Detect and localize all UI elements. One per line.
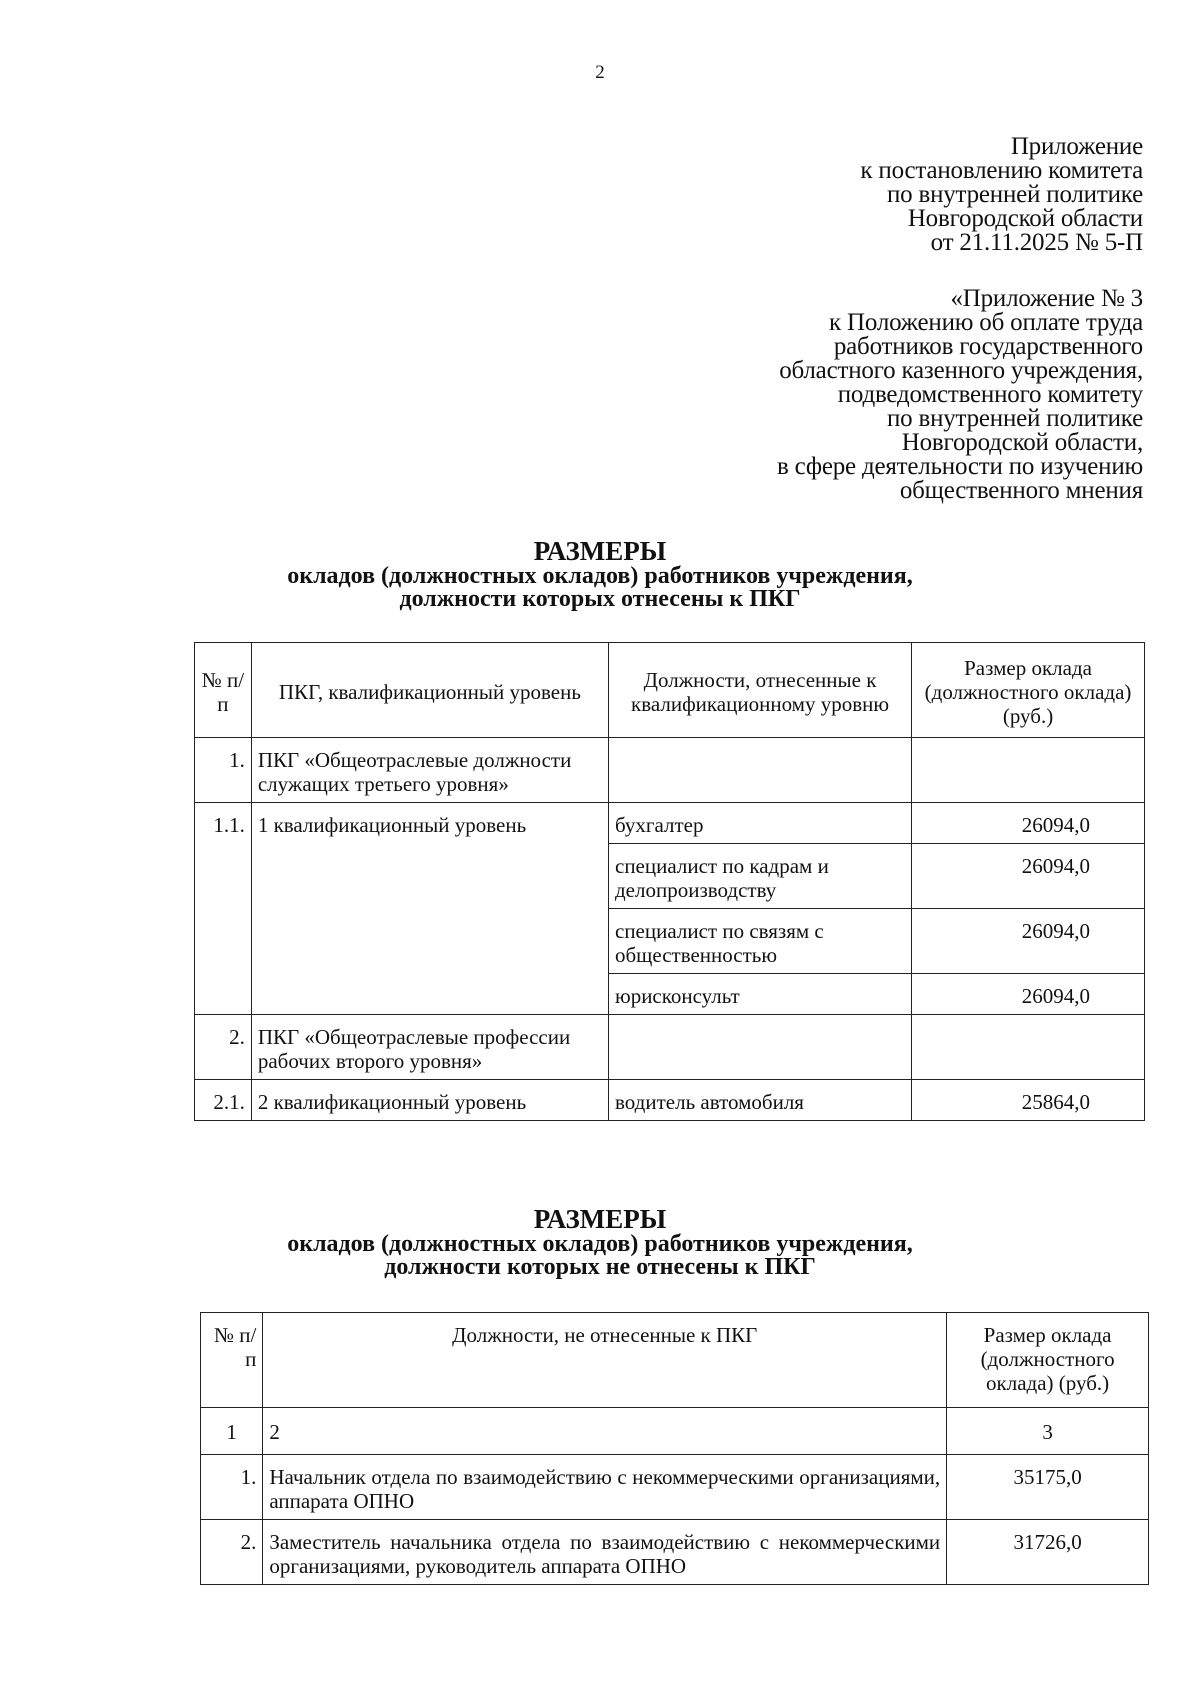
cell-num: 2. xyxy=(201,1520,263,1585)
appendix-line: от 21.11.2025 № 5-П xyxy=(930,229,1143,256)
heading-subtitle-line: должности которых не отнесены к ПКГ xyxy=(384,1254,816,1280)
column-index: 3 xyxy=(947,1408,1149,1455)
appendix3-line: общественного мнения xyxy=(899,477,1143,504)
pkg-salary-table xyxy=(194,642,1145,1121)
section-heading-pkg xyxy=(0,537,1200,611)
appendix-line: Приложение xyxy=(1010,133,1143,160)
appendix3-line: областного казенного учреждения, xyxy=(779,357,1143,384)
table-row xyxy=(201,1520,1149,1585)
cell-num: 2. xyxy=(195,1015,252,1080)
cell-pkg: 2 квалификационный уровень xyxy=(251,1080,608,1121)
cell-pkg: 1 квалификационный уровень xyxy=(251,803,608,1015)
table-row xyxy=(195,803,1145,844)
cell-num: 1. xyxy=(201,1455,263,1520)
cell-position: Заместитель начальника отдела по взаимодействию с некоммерческими организациями, руководитель аппарата ОПНО xyxy=(263,1520,947,1585)
table-row xyxy=(195,738,1145,803)
appendix-line: Новгородской области xyxy=(907,205,1143,232)
cell-salary-empty xyxy=(912,738,1145,803)
cell-position: Начальник отдела по взаимодействию с некоммерческими организациями, аппарата ОПНО xyxy=(263,1455,947,1520)
cell-position: специалист по кадрам и делопроизводству xyxy=(609,844,912,909)
cell-position: бухгалтер xyxy=(609,803,912,844)
section-heading-non-pkg xyxy=(0,1205,1200,1279)
heading-subtitle-line: окладов (должностных окладов) работников учреждения, xyxy=(287,563,913,589)
appendix3-line: по внутренней политике xyxy=(886,405,1143,432)
table-header-row xyxy=(201,1313,1149,1408)
header-num: № п/п xyxy=(201,1313,263,1408)
appendix3-line: «Приложение № 3 xyxy=(950,285,1143,312)
heading-title: РАЗМЕРЫ xyxy=(533,536,667,566)
cell-salary: 26094,0 xyxy=(912,909,1145,974)
appendix3-line: подведомственного комитету xyxy=(837,381,1143,408)
cell-position: специалист по связям с общественностью xyxy=(609,909,912,974)
cell-position: водитель автомобиля xyxy=(609,1080,912,1121)
header-salary: Размер оклада (должностного оклада) (руб.) xyxy=(912,643,1145,738)
cell-salary: 25864,0 xyxy=(912,1080,1145,1121)
column-index-row xyxy=(201,1408,1149,1455)
header-pkg: ПКГ, квалификационный уровень xyxy=(251,643,608,738)
appendix3-line: в сфере деятельности по изучению xyxy=(776,453,1143,480)
heading-subtitle-line: должности которых отнесены к ПКГ xyxy=(399,586,801,612)
cell-salary: 26094,0 xyxy=(912,803,1145,844)
cell-num: 1.1. xyxy=(195,803,252,1015)
table-row xyxy=(195,1080,1145,1121)
column-index: 1 xyxy=(201,1408,263,1455)
cell-pkg: ПКГ «Общеотраслевые профессии рабочих второго уровня» xyxy=(251,1015,608,1080)
page-number: 2 xyxy=(595,62,605,83)
table-row xyxy=(195,1015,1145,1080)
cell-pkg: ПКГ «Общеотраслевые должности служащих третьего уровня» xyxy=(251,738,608,803)
header-positions: Должности, отнесенные к квалификационному уровню xyxy=(609,643,912,738)
appendix3-line: Новгородской области, xyxy=(901,429,1143,456)
cell-num: 1. xyxy=(195,738,252,803)
cell-salary: 35175,0 xyxy=(947,1455,1149,1520)
appendix3-reference xyxy=(777,287,1143,503)
appendix-line: по внутренней политике xyxy=(886,181,1143,208)
column-index: 2 xyxy=(263,1408,947,1455)
table-header-row xyxy=(195,643,1145,738)
cell-position: юрисконсульт xyxy=(609,974,912,1015)
cell-num: 2.1. xyxy=(195,1080,252,1121)
appendix-reference xyxy=(860,135,1143,255)
cell-salary: 31726,0 xyxy=(947,1520,1149,1585)
cell-position-empty xyxy=(609,1015,912,1080)
cell-salary-empty xyxy=(912,1015,1145,1080)
header-positions: Должности, не отнесенные к ПКГ xyxy=(263,1313,947,1408)
header-num: № п/п xyxy=(195,643,252,738)
appendix3-line: работников государственного xyxy=(833,333,1143,360)
appendix-line: к постановлению комитета xyxy=(860,157,1143,184)
cell-position-empty xyxy=(609,738,912,803)
non-pkg-salary-table xyxy=(200,1312,1149,1585)
appendix3-line: к Положению об оплате труда xyxy=(829,309,1143,336)
header-salary: Размер оклада (должностного оклада) (руб.) xyxy=(947,1313,1149,1408)
heading-subtitle-line: окладов (должностных окладов) работников учреждения, xyxy=(287,1231,913,1257)
cell-salary: 26094,0 xyxy=(912,974,1145,1015)
heading-title: РАЗМЕРЫ xyxy=(533,1204,667,1234)
table-row xyxy=(201,1455,1149,1520)
cell-salary: 26094,0 xyxy=(912,844,1145,909)
